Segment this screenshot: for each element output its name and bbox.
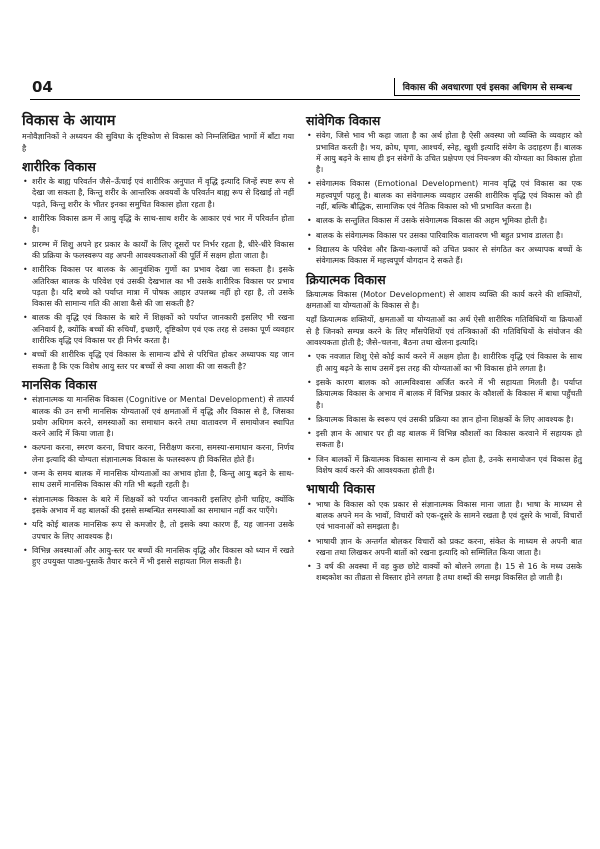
list-item: • एक नवजात शिशु ऐसे कोई कार्य करने में अक्षम होता है। शारीरिक वृद्धि एवं विकास के साथ ही आयु बढ़ने के साथ उसमें इस तरह की योग्यताओं का भी विकास होने लगता है।	[306, 351, 582, 374]
list-item: • शारीरिक विकास पर बालक के आनुवंशिक गुणों का प्रभाव देखा जा सकता है। इसके अतिरिक्त बालक के परिवेश एवं उसकी देखभाल का भी उसके शारीरिक विकास पर प्रभाव पड़ता है। यदि बच्चे को पर्याप्त मात्रा में पोषक आहार उपलब्ध नहीं हो रहा है, तो उसके विकास की सामान्य गति की आशा कैसे की जा सकती है?	[22, 264, 294, 309]
page-number: 04	[32, 78, 53, 96]
motor-development-list	[306, 351, 582, 476]
list-item: • संज्ञानात्मक या मानसिक विकास (Cognitive or Mental Development) से तात्पर्य बालक की उन सभी मानसिक योग्यताओं एवं क्षमताओं में वृद्धि और विकास से है, जिसका प्रयोग अधिगम करने, समस्याओं का समाधान करने तथा वातावरण में समायोजन स्थापित करने आदि में किया जाता है।	[22, 394, 294, 439]
language-development-list	[306, 499, 582, 584]
page-header	[30, 78, 580, 98]
list-item: • संवेगात्मक विकास (Emotional Development) मानव वृद्धि एवं विकास का एक महत्त्वपूर्ण पहलू है। बालक का संवेगात्मक व्यवहार उसकी शारीरिक वृद्धि एवं विकास को ही नहीं, बल्कि बौद्धिक, सामाजिक एवं नैतिक विकास को भी प्रभावित करता है।	[306, 178, 582, 212]
list-item: • शारीरिक विकास क्रम में आयु वृद्धि के साथ-साथ शरीर के आकार एवं भार में परिवर्तन होता है।	[22, 213, 294, 236]
header-rule	[30, 99, 580, 100]
list-item: • शरीर के बाह्य परिवर्तन जैसे–ऊँचाई एवं शारीरिक अनुपात में वृद्धि इत्यादि जिन्हें स्पष्ट रूप से देखा जा सकता है, किन्तु शरीर के आन्तरिक अवयवों के परिवर्तन बाह्य रूप से दिखाई तो नहीं पड़ते, किन्तु शरीर के भीतर इनका समुचित विकास होता रहता है।	[22, 176, 294, 210]
physical-development-list	[22, 176, 294, 372]
list-item: • कल्पना करना, स्मरण करना, विचार करना, निरीक्षण करना, समस्या-समाधान करना, निर्णय लेना इत्यादि की योग्यता संज्ञानात्मक विकास के फलस्वरूप ही विकसित होते हैं।	[22, 442, 294, 465]
motor-paragraph: यहाँ क्रियात्मक शक्तियों, क्षमताओं या योग्यताओं का अर्थ ऐसी शारीरिक गतिविधियों या क्रियाओं से है जिनको सम्पन्न करने के लिए माँसपेशियों एवं तन्त्रिकाओं की गतिविधियों के संयोजन की आवश्यकता होती है; जैसे–चलना, बैठना तथा खेलना इत्यादि।	[306, 315, 582, 348]
motor-paragraph: क्रियात्मक विकास (Motor Development) से आशय व्यक्ति की कार्य करने की शक्तियों, क्षमताओं या योग्यताओं के विकास से है।	[306, 289, 582, 311]
main-heading: विकास के आयाम	[22, 113, 116, 129]
mental-development-list	[22, 394, 294, 567]
list-item: • इसी ज्ञान के आधार पर ही वह बालक में विभिन्न कौशलों का विकास करवाने में सहायक हो सकता है।	[306, 428, 582, 451]
list-item: • भाषायी ज्ञान के अन्तर्गत बोलकर विचारों को प्रकट करना, संकेत के माध्यम से अपनी बात रखना तथा लिखकर अपनी बातों को रखना इत्यादि को सम्मिलित किया जाता है।	[306, 536, 582, 559]
chapter-title: विकास की अवधारणा एवं इसका अधिगम से सम्बन्ध	[394, 78, 580, 96]
list-item: • क्रियात्मक विकास के स्वरूप एवं उसकी प्रक्रिया का ज्ञान होना शिक्षकों के लिए आवश्यक है।	[306, 414, 582, 425]
list-item: • जन्म के समय बालक में मानसिक योग्यताओं का अभाव होता है, किन्तु आयु बढ़ने के साथ-साथ उसमें मानसिक विकास की गति भी बढ़ती रहती है।	[22, 468, 294, 491]
language-development-heading: भाषायी विकास	[306, 481, 375, 497]
list-item: • जिन बालकों में क्रियात्मक विकास सामान्य से कम होता है, उनके समायोजन एवं विकास हेतु विशेष कार्य करने की आवश्यकता होती है।	[306, 454, 582, 477]
physical-development-heading: शारीरिक विकास	[22, 158, 96, 174]
emotional-development-list	[306, 130, 582, 266]
list-item: • बालक की वृद्धि एवं विकास के बारे में शिक्षकों को पर्याप्त जानकारी इसलिए भी रखना अनिवार्य है, क्योंकि बच्चों की रुचियाँ, इच्छाएँ, दृष्टिकोण एवं एक तरह से उसका पूर्ण व्यवहार शारीरिक वृद्धि एवं विकास पर ही निर्भर करता है।	[22, 312, 294, 346]
list-item: • बच्चों की शारीरिक वृद्धि एवं विकास के सामान्य ढाँचे से परिचित होकर अध्यापक यह जान सकता है कि एक विशेष आयु स्तर पर बच्चों से क्या आशा की जा सकती है?	[22, 349, 294, 372]
mental-development-heading: मानसिक विकास	[22, 376, 97, 392]
list-item: • इसके कारण बालक को आत्मविश्वास अर्जित करने में भी सहायता मिलती है। पर्याप्त क्रियात्मक विकास के अभाव में बालक में विभिन्न प्रकार के कौशलों के विकास में बाधा पहुँचती है।	[306, 377, 582, 411]
right-column	[306, 108, 582, 587]
list-item: • विभिन्न अवस्थाओं और आयु-स्तर पर बच्चों की मानसिक वृद्धि और विकास को ध्यान में रखते हुए उपयुक्त पाठ्य-पुस्तकें तैयार करने में भी इससे सहायता मिल सकती है।	[22, 545, 294, 568]
list-item: • 3 वर्ष की अवस्था में वह कुछ छोटे वाक्यों को बोलने लगता है। 15 से 16 के मध्य उसके शब्दकोश का तीव्रता से विस्तार होने लगता है तथा शब्दों की समझ विकसित हो जाती है।	[306, 561, 582, 584]
emotional-development-heading: सांवेगिक विकास	[306, 113, 381, 128]
list-item: • बालक के संवेगात्मक विकास पर उसका पारिवारिक वातावरण भी बहुत प्रभाव डालता है।	[306, 230, 582, 241]
list-item: • यदि कोई बालक मानसिक रूप से कमजोर है, तो इसके क्या कारण हैं, यह जानना उसके उपचार के लिए आवश्यक है।	[22, 519, 294, 542]
left-column	[22, 108, 294, 570]
list-item: • प्रारम्भ में शिशु अपने हर प्रकार के कार्यों के लिए दूसरों पर निर्भर रहता है, धीरे-धीरे विकास की प्रक्रिया के फलस्वरूप वह अपनी आवश्यकताओं की पूर्ति में सक्षम होता जाता है।	[22, 239, 294, 262]
list-item: • संवेग, जिसे भाव भी कहा जाता है का अर्थ होता है ऐसी अवस्था जो व्यक्ति के व्यवहार को प्रभावित करती है। भय, क्रोध, घृणा, आश्चर्य, स्नेह, खुशी इत्यादि संवेग के उदाहरण हैं। बालक में आयु बढ़ने के साथ ही इन संवेगों के उचित प्रक्षेपण एवं नियन्त्रण की योग्यता का विकास होता है।	[306, 130, 582, 175]
list-item: • बालक के सन्तुलित विकास में उसके संवेगात्मक विकास की अहम भूमिका होती है।	[306, 215, 582, 226]
list-item: • भाषा के विकास को एक प्रकार से संज्ञानात्मक विकास माना जाता है। भाषा के माध्यम से बालक अपने मन के भावों, विचारों को एक-दूसरे के सामने रखता है एवं दूसरे के भावों, विचारों एवं भावनाओं को समझता है।	[306, 499, 582, 533]
list-item: • संज्ञानात्मक विकास के बारे में शिक्षकों को पर्याप्त जानकारी इसलिए होनी चाहिए, क्योंकि इसके अभाव में वह बालकों की इससे सम्बन्धित समस्याओं का समाधान नहीं कर पाएँगे।	[22, 494, 294, 517]
list-item: • विद्यालय के परिवेश और क्रिया-कलापों को उचित प्रकार से संगठित कर अध्यापक बच्चों के संवेगात्मक विकास में महत्त्वपूर्ण योगदान दे सकते हैं।	[306, 244, 582, 267]
motor-development-heading: क्रियात्मक विकास	[306, 271, 386, 287]
intro-paragraph: मनोवैज्ञानिकों ने अध्ययन की सुविधा के दृष्टिकोण से विकास को निम्नलिखित भागों में बाँटा गया है	[22, 132, 294, 153]
